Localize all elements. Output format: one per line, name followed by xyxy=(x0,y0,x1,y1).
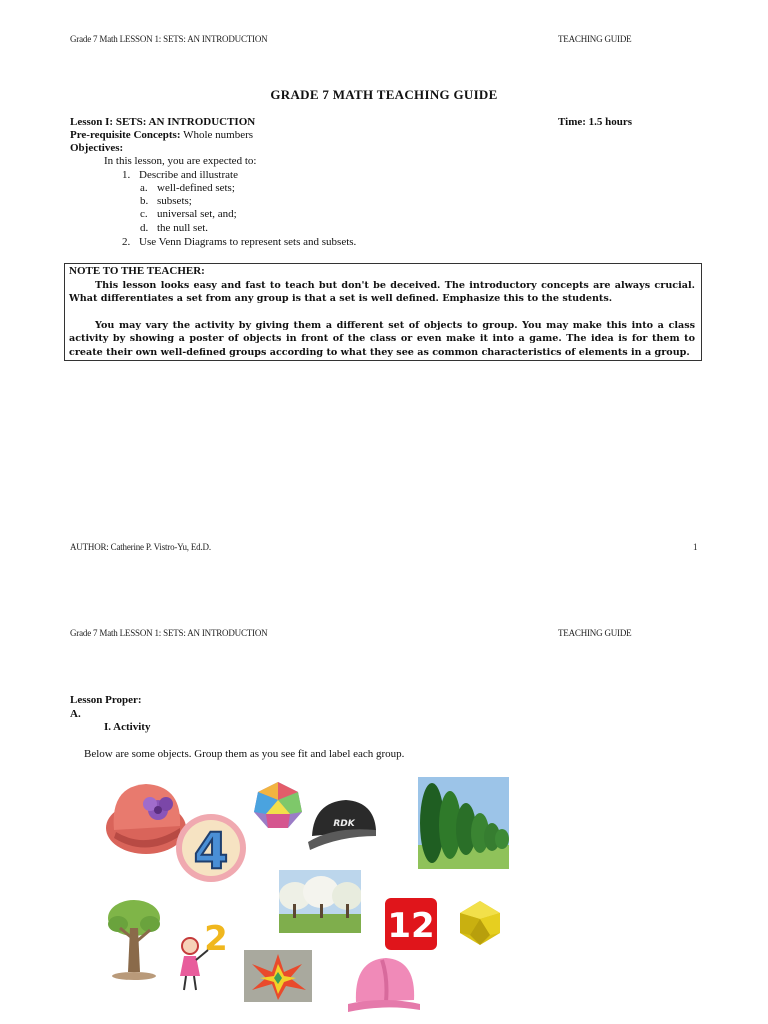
number-twelve-tile-image xyxy=(384,897,438,951)
sub-item-letter: a. xyxy=(140,182,148,194)
number-four-glyph: 4 xyxy=(193,822,229,880)
colorful-polyhedron-image xyxy=(252,780,304,832)
note-to-teacher-box xyxy=(64,263,702,361)
page1-header-right: TEACHING GUIDE xyxy=(558,34,632,44)
page2-header-left: Grade 7 Math LESSON 1: SETS: AN INTRODUCTION xyxy=(70,628,268,638)
sub-item-text: well-defined sets; xyxy=(157,182,235,194)
objective-number: 1. xyxy=(122,169,131,181)
lesson-proper-label: Lesson Proper: xyxy=(70,694,142,706)
activity-instruction: Below are some objects. Group them as you see fit and label each group. xyxy=(84,748,405,760)
star-polyhedron-image xyxy=(244,950,312,1002)
sub-item xyxy=(140,195,192,208)
prereq-line xyxy=(70,129,253,142)
sub-item xyxy=(140,222,209,235)
note-paragraph-1: This lesson looks easy and fast to teach but don't be deceived. The introductory concepts are always crucial. What differentiates a set from any group is that a set is well defined. Emphasize this to the students. xyxy=(69,279,695,305)
note-spacer xyxy=(69,306,695,319)
tall-trees-row-image xyxy=(418,777,509,869)
page2-header-right: TEACHING GUIDE xyxy=(558,628,632,638)
prereq-label: Pre-requisite Concepts: xyxy=(70,129,181,141)
objective-text: Use Venn Diagrams to represent sets and subsets. xyxy=(139,236,357,248)
footer-author: AUTHOR: Catherine P. Vistro-Yu, Ed.D. xyxy=(70,542,211,552)
sub-item-letter: c. xyxy=(140,208,148,220)
objective-1 xyxy=(122,169,238,182)
objectives-intro: In this lesson, you are expected to: xyxy=(104,155,257,167)
number-two-glyph: 2 xyxy=(204,920,228,959)
note-paragraph-2: You may vary the activity by giving them a different set of objects to group. You may make this into a class activity by showing a poster of objects in front of the class or even make it into a game. The idea is for them to create their own well-defined groups according to what they see as common characteristics of elements in a group. xyxy=(69,319,695,358)
objective-number: 2. xyxy=(122,236,131,248)
lesson-label: Lesson I: SETS: AN INTRODUCTION xyxy=(70,116,256,128)
number-four-badge-image xyxy=(174,812,248,884)
yellow-icosahedron-image xyxy=(456,899,504,947)
sub-item-letter: b. xyxy=(140,195,149,207)
objective-2 xyxy=(122,236,357,249)
page-title: GRADE 7 MATH TEACHING GUIDE xyxy=(270,87,498,102)
blossom-trees-image xyxy=(279,870,361,933)
prereq-value: Whole numbers xyxy=(183,129,254,141)
sub-item-text: the null set. xyxy=(157,222,209,234)
sub-item xyxy=(140,182,235,195)
activity-title: I. Activity xyxy=(104,721,151,733)
sub-item-text: subsets; xyxy=(157,195,192,207)
sub-item xyxy=(140,208,237,221)
objective-text: Describe and illustrate xyxy=(139,169,238,181)
section-a-label: A. xyxy=(70,708,81,720)
page1-header-left: Grade 7 Math LESSON 1: SETS: AN INTRODUCTION xyxy=(70,34,268,44)
sub-item-text: universal set, and; xyxy=(157,208,237,220)
footer-page-number: 1 xyxy=(693,542,698,552)
tree-image xyxy=(104,898,164,982)
time-label: Time: 1.5 hours xyxy=(558,116,633,128)
number-twelve-glyph: 12 xyxy=(387,906,435,946)
pink-hard-hat-image xyxy=(346,954,422,1016)
sub-item-letter: d. xyxy=(140,222,149,234)
baseball-cap-image xyxy=(304,796,380,852)
girl-with-number-two-image xyxy=(174,920,238,992)
objectives-label: Objectives: xyxy=(70,142,124,154)
cap-logo: RDK xyxy=(333,819,355,829)
note-title: NOTE TO THE TEACHER: xyxy=(69,265,205,277)
